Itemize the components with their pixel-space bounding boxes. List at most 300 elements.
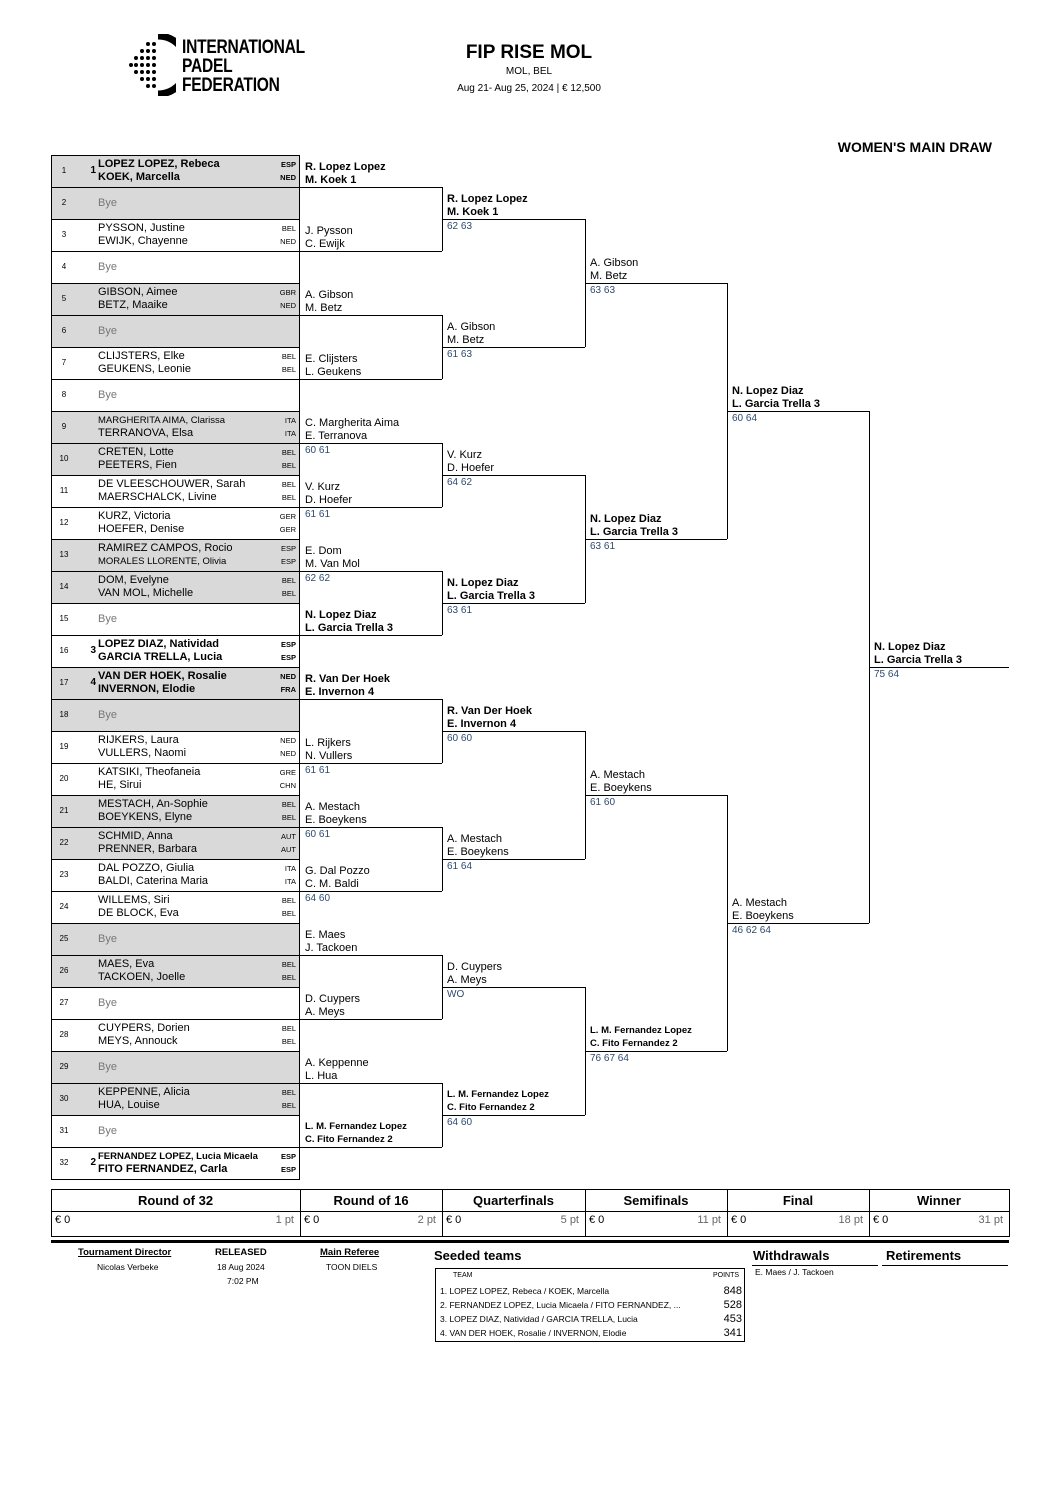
winner-name: L. Rijkers: [305, 737, 351, 749]
entry-number: 10: [59, 454, 69, 463]
nationality-code: ITA: [284, 416, 296, 425]
player-name: HE, Sirui: [98, 779, 142, 791]
winner-name: M. Koek 1: [305, 174, 357, 186]
bracket-line: [442, 347, 585, 348]
entry-number: 11: [59, 486, 69, 495]
bracket-line: [300, 187, 442, 188]
row-divider: [51, 347, 300, 348]
player-name: MAES, Eva: [98, 958, 155, 970]
draw-entry-row: [51, 699, 300, 731]
row-divider: [51, 283, 300, 284]
match-score: 64 60: [305, 893, 331, 904]
entry-number: 19: [59, 742, 69, 751]
bracket-line: [300, 507, 442, 508]
match-score: 64 60: [447, 1117, 473, 1128]
seeded-team-name: 2. FERNANDEZ LOPEZ, Lucia Micaela / FITO FERNANDEZ, ...: [440, 1300, 681, 1310]
draw-entry-row: [51, 443, 300, 475]
draw-title: WOMEN'S MAIN DRAW: [837, 139, 992, 155]
draw-entry-row: [51, 731, 300, 763]
winner-name: E. Boeykens: [447, 846, 509, 858]
draw-entry-row: [51, 1051, 300, 1083]
row-divider: [51, 603, 300, 604]
winner-name: L. Garcia Trella 3: [874, 654, 963, 666]
winner-name: J. Tackoen: [305, 942, 358, 954]
nationality-code: NED: [280, 173, 296, 182]
nationality-code: AUT: [281, 845, 296, 854]
row-divider: [51, 187, 300, 188]
withdrawals-heading: Withdrawals: [753, 1248, 830, 1263]
draw-entry-row: [51, 187, 300, 219]
winner-name: L. Hua: [305, 1070, 338, 1082]
player-name: INVERNON, Elodie: [98, 683, 196, 695]
row-divider: [51, 667, 300, 668]
entry-number: 31: [59, 1126, 69, 1135]
entry-number: 32: [59, 1158, 69, 1167]
winner-name: A. Mestach: [305, 801, 361, 813]
player-name: HUA, Louise: [98, 1099, 160, 1111]
nationality-code: GBR: [279, 288, 296, 297]
nationality-code: BEL: [281, 493, 296, 502]
tournament-director-name: Nicolas Verbeke: [97, 1262, 159, 1272]
nationality-code: ESP: [280, 653, 296, 662]
nationality-code: NED: [280, 301, 296, 310]
winner-name: D. Cuypers: [305, 993, 361, 1005]
winner-name: A. Gibson: [305, 289, 354, 301]
row-divider: [51, 155, 300, 156]
seeded-team-row: [436, 1312, 744, 1326]
seeded-team-row: [436, 1298, 744, 1312]
winner-name: E. Invernon 4: [447, 718, 517, 730]
draw-entry-row: [51, 795, 300, 827]
row-divider: [51, 539, 300, 540]
round-prize-money: € 0: [731, 1214, 747, 1226]
nationality-code: BEL: [281, 1101, 296, 1110]
bracket-line: [300, 315, 442, 316]
nationality-code: ESP: [280, 1165, 296, 1174]
player-name: CLIJSTERS, Elke: [98, 350, 185, 362]
bye-label: Bye: [98, 997, 117, 1009]
winner-name: R. Lopez Lopez: [447, 193, 528, 205]
winner-name: V. Kurz: [305, 481, 341, 493]
winner-name: R. Van Der Hoek: [447, 705, 532, 717]
draw-entry-row: [51, 251, 300, 283]
player-name: MAERSCHALCK, Livine: [98, 491, 217, 503]
player-name: PRENNER, Barbara: [98, 843, 198, 855]
round-bar-separator: [1009, 1189, 1010, 1237]
player-name: WILLEMS, Siri: [98, 894, 170, 906]
nationality-code: BEL: [281, 973, 296, 982]
round-points: 2 pt: [417, 1214, 436, 1226]
seeded-team-row: [436, 1284, 744, 1298]
round-label: Semifinals: [623, 1193, 689, 1208]
row-divider: [51, 795, 300, 796]
nationality-code: ITA: [284, 877, 296, 886]
player-name: CRETEN, Lotte: [98, 446, 174, 458]
row-divider: [51, 923, 300, 924]
row-divider: [51, 731, 300, 732]
match-score: 61 61: [305, 765, 331, 776]
player-name: HOEFER, Denise: [98, 523, 185, 535]
retirements-heading: Retirements: [886, 1248, 962, 1263]
nationality-code: BEL: [281, 589, 296, 598]
bye-label: Bye: [98, 1061, 117, 1073]
winner-name: E. Maes: [305, 929, 346, 941]
match-score: 75 64: [874, 669, 900, 680]
entry-number: 24: [59, 902, 69, 911]
winner-name: N. Vullers: [305, 750, 353, 762]
player-name: MEYS, Annouck: [98, 1035, 178, 1047]
match-score: 61 60: [590, 797, 616, 808]
row-divider: [51, 1019, 300, 1020]
round-prize-money: € 0: [304, 1214, 320, 1226]
round-points: 11 pt: [697, 1214, 721, 1226]
retirements-underline: [882, 1265, 1008, 1266]
bracket-line: [300, 1083, 442, 1084]
nationality-code: FRA: [280, 685, 296, 694]
row-divider: [51, 859, 300, 860]
row-divider: [51, 219, 300, 220]
bracket-line: [300, 891, 442, 892]
winner-name: D. Hoefer: [447, 462, 495, 474]
player-name: KATSIKI, Theofaneia: [98, 766, 201, 778]
draw-entry-row: [51, 411, 300, 443]
tournament-director-label: Tournament Director: [78, 1247, 172, 1258]
winner-name: C. Fito Fernandez 2: [447, 1102, 535, 1113]
winner-name: E. Clijsters: [305, 353, 358, 365]
nationality-code: BEL: [281, 1037, 296, 1046]
bracket-line: [442, 219, 585, 220]
draw-entry-row: [51, 635, 300, 667]
nationality-code: BEL: [281, 224, 296, 233]
nationality-code: BEL: [281, 813, 296, 822]
seeded-team-points: 528: [723, 1299, 742, 1311]
bye-label: Bye: [98, 1125, 117, 1137]
player-name: GARCIA TRELLA, Lucia: [98, 651, 223, 663]
player-name: MARGHERITA AIMA, Clarissa: [98, 415, 226, 426]
round-bar-separator: [727, 1189, 728, 1237]
player-name: DOM, Evelyne: [98, 574, 169, 586]
entry-number: 16: [59, 646, 69, 655]
player-name: MESTACH, An-Sophie: [98, 798, 208, 810]
entry-number: 4: [61, 262, 67, 271]
draw-entry-row: [51, 827, 300, 859]
entry-number: 15: [59, 614, 69, 623]
round-prize-money: € 0: [589, 1214, 605, 1226]
bracket-line: [442, 475, 585, 476]
entry-number: 28: [59, 1030, 69, 1039]
draw-entry-row: [51, 539, 300, 571]
seed-number: 2: [90, 1157, 96, 1168]
round-bar-separator: [585, 1189, 586, 1237]
draw-entry-row: [51, 603, 300, 635]
draw-entry-row: [51, 763, 300, 795]
bracket-line: [585, 795, 727, 796]
bye-label: Bye: [98, 389, 117, 401]
entry-number: 7: [61, 358, 67, 367]
withdrawals-value: E. Maes / J. Tackoen: [755, 1267, 834, 1277]
nationality-code: BEL: [281, 909, 296, 918]
round-points: 18 pt: [838, 1214, 863, 1226]
winner-name: R. Van Der Hoek: [305, 673, 390, 685]
row-divider: [51, 763, 300, 764]
round-points: 5 pt: [560, 1214, 579, 1226]
player-name: RAMIREZ CAMPOS, Rocio: [98, 542, 233, 554]
draw-entry-row: [51, 891, 300, 923]
row-divider: [51, 1147, 300, 1148]
entry-number: 1: [61, 166, 67, 175]
main-referee-label: Main Referee: [320, 1247, 380, 1258]
nationality-code: BEL: [281, 960, 296, 969]
round-points: 31 pt: [978, 1214, 1003, 1226]
entry-number: 30: [59, 1094, 69, 1103]
logo-text-line1: INTERNATIONAL: [182, 37, 305, 58]
nationality-code: NED: [280, 736, 296, 745]
seeded-team-points: 453: [723, 1313, 742, 1325]
bracket-line: [300, 635, 442, 636]
winner-name: A. Meys: [447, 974, 487, 986]
round-bar-separator: [869, 1189, 870, 1237]
entry-number: 25: [59, 934, 69, 943]
winner-name: L. M. Fernandez Lopez: [590, 1025, 692, 1036]
round-bar-top-line: [51, 1189, 1009, 1190]
player-name: VULLERS, Naomi: [98, 747, 187, 759]
bracket-line: [585, 539, 727, 540]
nationality-code: AUT: [281, 832, 296, 841]
main-referee-name: TOON DIELS: [326, 1262, 378, 1272]
bracket-line: [300, 443, 442, 444]
nationality-code: BEL: [281, 576, 296, 585]
winner-name: N. Lopez Diaz: [874, 641, 946, 653]
winner-name: L. Garcia Trella 3: [590, 526, 679, 538]
winner-name: E. Boeykens: [305, 814, 367, 826]
row-divider: [51, 635, 300, 636]
seed-number: 4: [90, 677, 96, 688]
winner-name: A. Gibson: [447, 321, 496, 333]
bye-label: Bye: [98, 197, 117, 209]
draw-entry-row: [51, 987, 300, 1019]
entry-number: 23: [59, 870, 69, 879]
entry-number: 13: [59, 550, 69, 559]
winner-name: C. Ewijk: [305, 238, 345, 250]
bracket-line: [300, 699, 442, 700]
round-bar-mid-line: [51, 1211, 1009, 1212]
player-name: KURZ, Victoria: [98, 510, 171, 522]
seeded-team-points: 341: [723, 1327, 742, 1339]
winner-name: A. Mestach: [447, 833, 503, 845]
match-score: 62 63: [447, 221, 473, 232]
nationality-code: BEL: [281, 352, 296, 361]
player-name: FERNANDEZ LOPEZ, Lucia Micaela: [98, 1151, 258, 1162]
player-name: CUYPERS, Dorien: [98, 1022, 190, 1034]
winner-name: D. Hoefer: [305, 494, 353, 506]
player-name: GEUKENS, Leonie: [98, 363, 191, 375]
winner-name: E. Boeykens: [590, 782, 652, 794]
round-bar-separator: [300, 1189, 301, 1237]
bracket-line: [300, 955, 442, 956]
row-divider: [51, 379, 300, 380]
bracket-line: [442, 603, 585, 604]
player-name: PYSSON, Justine: [98, 222, 185, 234]
round-prize-money: € 0: [446, 1214, 462, 1226]
player-name: DE BLOCK, Eva: [98, 907, 179, 919]
seed-number: 1: [90, 165, 96, 176]
winner-name: M. Van Mol: [305, 558, 360, 570]
row-divider: [51, 571, 300, 572]
entry-number: 17: [59, 678, 69, 687]
entry-number: 2: [61, 198, 67, 207]
winner-name: N. Lopez Diaz: [732, 385, 804, 397]
winner-name: J. Pysson: [305, 225, 353, 237]
player-name: GIBSON, Aimee: [98, 286, 178, 298]
nationality-code: NED: [280, 672, 296, 681]
bye-label: Bye: [98, 325, 117, 337]
bracket-line: [585, 1051, 727, 1052]
row-divider: [51, 251, 300, 252]
bracket-line: [442, 1115, 585, 1116]
match-score: 63 63: [590, 285, 616, 296]
winner-name: L. M. Fernandez Lopez: [305, 1121, 407, 1132]
seeded-team-row: [436, 1326, 744, 1340]
released-date: 18 Aug 2024: [217, 1262, 265, 1272]
draw-entry-row: [51, 155, 300, 187]
entry-number: 27: [59, 998, 69, 1007]
row-divider: [51, 1115, 300, 1116]
winner-name: L. M. Fernandez Lopez: [447, 1089, 549, 1100]
player-name: VAN DER HOEK, Rosalie: [98, 670, 227, 682]
player-name: KOEK, Marcella: [98, 171, 180, 183]
nationality-code: ESP: [280, 160, 296, 169]
player-name: DE VLEESCHOUWER, Sarah: [98, 478, 246, 490]
released-time: 7:02 PM: [227, 1276, 259, 1286]
match-score: 60 64: [732, 413, 758, 424]
winner-name: E. Boeykens: [732, 910, 794, 922]
row-divider: [51, 315, 300, 316]
bracket-line: [727, 411, 869, 412]
row-divider: [51, 1083, 300, 1084]
nationality-code: BEL: [281, 1024, 296, 1033]
player-name: PEETERS, Fien: [98, 459, 177, 471]
winner-name: N. Lopez Diaz: [590, 513, 662, 525]
row-divider: [51, 891, 300, 892]
bye-label: Bye: [98, 261, 117, 273]
winner-name: N. Lopez Diaz: [447, 577, 519, 589]
draw-entry-row: [51, 667, 300, 699]
winner-name: A. Gibson: [590, 257, 639, 269]
match-score: 61 61: [305, 509, 331, 520]
nationality-code: BEL: [281, 461, 296, 470]
draw-entry-row: [51, 379, 300, 411]
nationality-code: BEL: [281, 448, 296, 457]
entry-number: 21: [59, 806, 69, 815]
draw-entry-row: [51, 955, 300, 987]
round-label: Quarterfinals: [473, 1193, 554, 1208]
draw-entry-row: [51, 475, 300, 507]
released-label: RELEASED: [215, 1247, 267, 1258]
match-score: 61 63: [447, 349, 473, 360]
bracket-line: [300, 379, 442, 380]
match-score: 46 62 64: [732, 925, 771, 936]
player-name: BOEYKENS, Elyne: [98, 811, 193, 823]
player-name: LOPEZ DIAZ, Natividad: [98, 638, 220, 650]
logo-text-line2: PADEL: [182, 56, 233, 77]
winner-name: E. Dom: [305, 545, 342, 557]
winner-name: A. Meys: [305, 1006, 345, 1018]
draw-entry-row: [51, 283, 300, 315]
match-score: 60 61: [305, 829, 331, 840]
player-name: VAN MOL, Michelle: [98, 587, 194, 599]
player-name: BALDI, Caterina Maria: [98, 875, 209, 887]
nationality-code: GRE: [279, 768, 296, 777]
draw-entry-row: [51, 1083, 300, 1115]
entry-number: 6: [61, 326, 67, 335]
bracket-line: [300, 763, 442, 764]
bracket-line: [442, 731, 585, 732]
nationality-code: NED: [280, 237, 296, 246]
row-divider: [51, 955, 300, 956]
winner-name: C. Fito Fernandez 2: [305, 1134, 393, 1145]
player-name: MORALES LLORENTE, Olivia: [98, 556, 227, 567]
row-divider: [51, 507, 300, 508]
seeded-teams-heading: Seeded teams: [434, 1248, 522, 1263]
match-score: 64 62: [447, 477, 473, 488]
draw-entry-row: [51, 1147, 300, 1179]
player-name: KEPPENNE, Alicia: [98, 1086, 190, 1098]
seeded-team-name: 1. LOPEZ LOPEZ, Rebeca / KOEK, Marcella: [440, 1286, 610, 1296]
withdrawals-underline: [752, 1265, 878, 1266]
bye-label: Bye: [98, 709, 117, 721]
bracket-line: [585, 283, 727, 284]
bye-label: Bye: [98, 613, 117, 625]
nationality-code: ESP: [280, 1152, 296, 1161]
winner-name: L. Garcia Trella 3: [447, 590, 536, 602]
entry-number: 3: [61, 230, 67, 239]
match-score: 61 64: [447, 861, 473, 872]
bracket-line: [300, 1019, 442, 1020]
nationality-code: ESP: [280, 544, 296, 553]
nationality-code: BEL: [281, 1088, 296, 1097]
winner-name: L. Garcia Trella 3: [732, 398, 821, 410]
round-bar-bottom-line: [51, 1236, 1009, 1237]
seeded-team-name: 4. VAN DER HOEK, Rosalie / INVERNON, Elodie: [440, 1328, 627, 1338]
player-name: DAL POZZO, Giulia: [98, 862, 195, 874]
tournament-dates-prize: Aug 21- Aug 25, 2024 | € 12,500: [457, 83, 601, 94]
winner-name: C. M. Baldi: [305, 878, 359, 890]
bracket-line: [442, 859, 585, 860]
entry-number: 18: [59, 710, 69, 719]
winner-name: D. Cuypers: [447, 961, 503, 973]
draw-entry-row: [51, 507, 300, 539]
nationality-code: BEL: [281, 365, 296, 374]
entry-number: 8: [61, 390, 67, 399]
match-score: 62 62: [305, 573, 331, 584]
winner-name: M. Betz: [305, 302, 343, 314]
nationality-code: NED: [280, 749, 296, 758]
entry-number: 9: [61, 422, 67, 431]
winner-name: C. Margherita Aima: [305, 417, 400, 429]
winner-name: E. Terranova: [305, 430, 368, 442]
round-label: Round of 32: [137, 1193, 214, 1208]
round-label: Winner: [917, 1193, 961, 1208]
match-score: 60 61: [305, 445, 331, 456]
winner-name: R. Lopez Lopez: [305, 161, 386, 173]
bracket-line: [727, 923, 869, 924]
bye-label: Bye: [98, 933, 117, 945]
winner-name: V. Kurz: [447, 449, 483, 461]
player-name: LOPEZ LOPEZ, Rebeca: [98, 158, 220, 170]
round-bar-separator: [442, 1189, 443, 1237]
winner-name: M. Betz: [447, 334, 485, 346]
winner-name: A. Mestach: [590, 769, 646, 781]
